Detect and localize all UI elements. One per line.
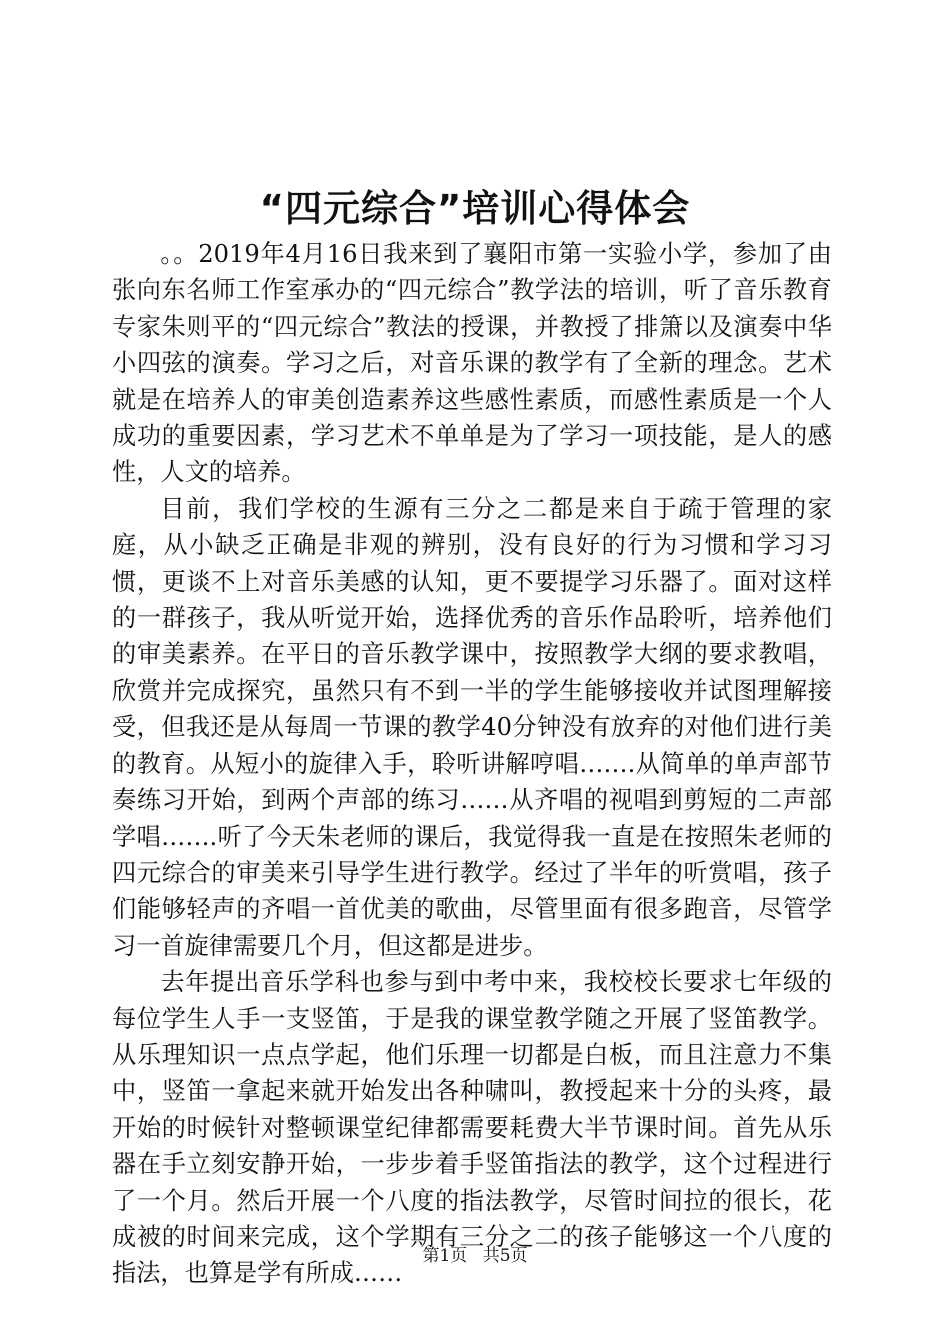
- page-number: 第1页: [422, 1246, 468, 1266]
- page-total: 共5页: [482, 1246, 528, 1266]
- document-title: “四元综合”培训心得体会: [259, 187, 691, 230]
- page-footer: [0, 1244, 950, 1268]
- document-body: [112, 236, 832, 1292]
- paragraph: 去年提出音乐学科也参与到中考中来，我校校长要求七年级的每位学生人手一支竖笛，于是我的课堂教学随之开展了竖笛教学。从乐理知识一点点学起，他们乐理一切都是白板，而且注意力不集中，竖笛一拿起来就开始发出各种啸叫，教授起来十分的头疼，最开始的时候针对整顿课堂纪律都需要耗费大半节课时间。首先从乐器在手立刻安静开始，一步步着手竖笛指法的教学，这个过程进行了一个月。然后开展一个八度的指法教学，尽管时间拉的很长，花成被的时间来完成，这个学期有三分之二的孩子能够这一个八度的指法，也算是学有所成……: [112, 968, 832, 1288]
- paragraph: 。。2019年4月16日我来到了襄阳市第一实验小学，参加了由张向东名师工作室承办的“四元综合”教学法的培训，听了音乐教育专家朱则平的“四元综合”教法的授课，并教授了排箫以及演奏中华小四弦的演奏。学习之后，对音乐课的教学有了全新的理念。艺术就是在培养人的审美创造素养这些感性素质，而感性素质是一个人成功的重要因素，学习艺术不单单是为了学习一项技能，是人的感性，人文的培养。: [112, 240, 832, 487]
- paragraph: 目前，我们学校的生源有三分之二都是来自于疏于管理的家庭，从小缺乏正确是非观的辨别，没有良好的行为习惯和学习习惯，更谈不上对音乐美感的认知，更不要提学习乐器了。面对这样的一群孩子，我从听觉开始，选择优秀的音乐作品聆听，培养他们的审美素养。在平日的音乐教学课中，按照教学大纲的要求教唱，欣赏并完成探究，虽然只有不到一半的学生能够接收并试图理解接受，但我还是从每周一节课的教学40分钟没有放弃的对他们进行美的教育。从短小的旋律入手，聆听讲解哼唱…….从简单的单声部节奏练习开始，到两个声部的练习……从齐唱的视唱到剪短的二声部学唱…….听了今天朱老师的课后，我觉得我一直是在按照朱老师的四元综合的审美来引导学生进行教学。经过了半年的听赏唱，孩子们能够轻声的齐唱一首优美的歌曲，尽管里面有很多跑音，尽管学习一首旋律需要几个月，但这都是进步。: [112, 494, 832, 960]
